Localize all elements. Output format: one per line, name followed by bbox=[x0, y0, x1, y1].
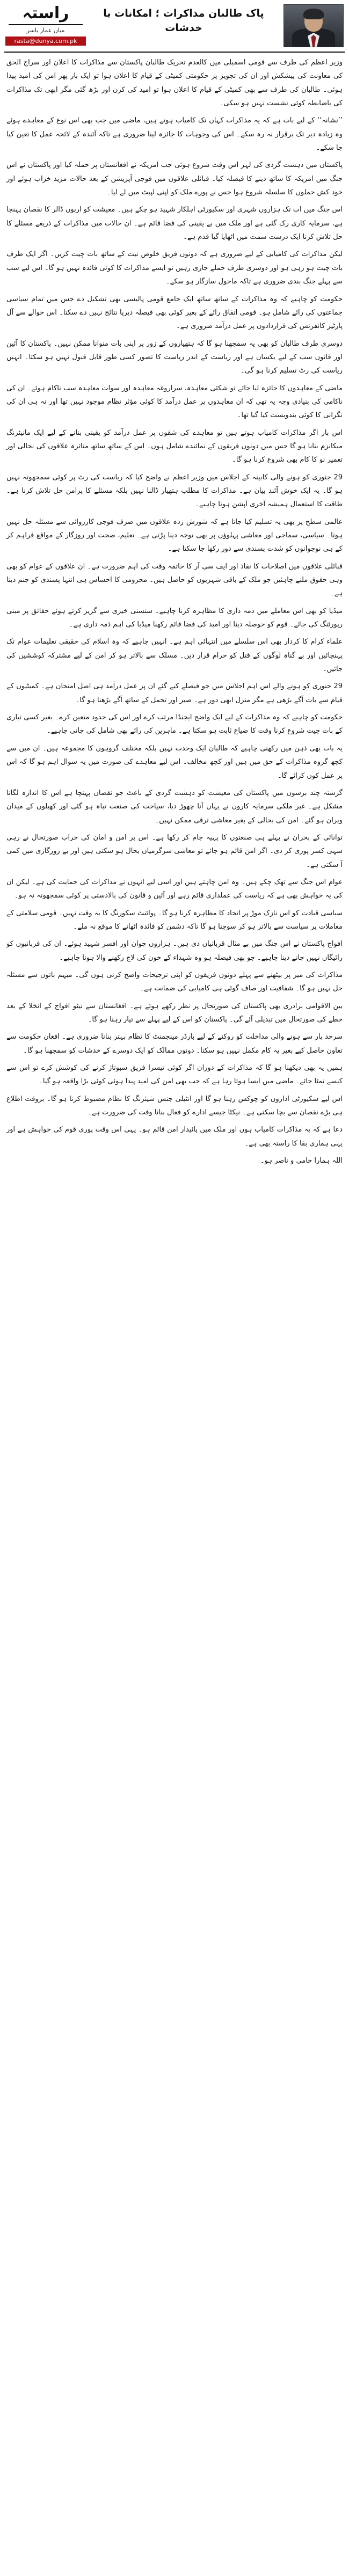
article-paragraph: لیکن مذاکرات کی کامیابی کے لیے ضروری ہے کہ دونوں فریق خلوص نیت کے ساتھ بات چیت کریں۔ اگر ایک طرف بات چیت ہو رہی ہو اور دوسری طرف حملے جاری رہیں تو ایسے مذاکرات کا کوئی فائدہ نہیں ہو گا۔ اس لیے سب سے پہلے جنگ بندی ضروری ہے تاکہ ماحول سازگار ہو سکے۔ bbox=[6, 250, 343, 286]
article-paragraph: عوام اس جنگ سے تھک چکے ہیں۔ وہ امن چاہتے ہیں اور اسی لیے انہوں نے مذاکرات کی حمایت کی ہے۔ لیکن ان کی یہ خواہش بھی ہے کہ ریاست کی عملداری قائم رہے اور آئین و قانون کی بالادستی پر کوئی سمجھوتہ نہ ہو۔ bbox=[6, 878, 343, 900]
article-paragraph: بین الاقوامی برادری بھی پاکستان کی صورتحال پر نظر رکھے ہوئے ہے۔ افغانستان سے نیٹو افواج کے انخلا کے بعد خطے کی صورتحال میں تبدیلی آئے گی۔ پاکستان کو اس کے لیے پہلے سے تیار رہنا ہو گا۔ bbox=[6, 1002, 343, 1024]
article-paragraph: دعا ہے کہ یہ مذاکرات کامیاب ہوں اور ملک میں پائیدار امن قائم ہو۔ یہی اس وقت پوری قوم کی خواہش ہے اور یہی ہماری بقا کا راستہ بھی ہے۔ bbox=[6, 1126, 343, 1148]
article-paragraph: حکومت کو چاہیے کہ وہ مذاکرات کے لیے ایک واضح ایجنڈا مرتب کرے اور اس کی حدود متعین کرے۔ بغیر کسی تیاری کے بات چیت شروع کرنا وقت کا ضیاع ثابت ہو سکتا ہے۔ ماہرین کی رائے بھی شامل کی جانی چاہیے۔ bbox=[6, 713, 343, 735]
column-title: راستہ bbox=[22, 4, 69, 23]
article-paragraph: ’’نشانہ‘‘ کے لیے بات ہے کہ یہ مذاکرات کہاں تک کامیاب ہوتے ہیں، ماضی میں جب بھی اس نوع کے معاہدے ہوئے وہ زیادہ دیر تک برقرار نہ رہ سکے۔ اس کی وجوہات کا جائزہ لینا ضروری ہے تاکہ آئندہ کے لائحہ عمل کا تعین کیا جا سکے۔ bbox=[6, 116, 343, 152]
article-paragraph: گزشتہ چند برسوں میں پاکستان کی معیشت کو دہشت گردی کے باعث جو نقصان پہنچا ہے اس کا اندازہ لگانا مشکل ہے۔ غیر ملکی سرمایہ کاروں نے یہاں آنا چھوڑ دیا، سیاحت کی صنعت تباہ ہو گئی اور کھیلوں کے میدان ویران ہو گئے۔ امن کی بحالی کے بغیر معاشی ترقی ممکن نہیں۔ bbox=[6, 789, 343, 824]
article-paragraph: 29 جنوری کو ہونے والے اس اہم اجلاس میں جو فیصلے کیے گئے ان پر عمل درآمد ہی اصل امتحان ہے۔ کمیٹیوں کے قیام سے بات آگے بڑھی ہے مگر منزل ابھی دور ہے۔ صبر اور تحمل کے ساتھ آگے بڑھنا ہو گا۔ bbox=[6, 682, 343, 704]
article-paragraph: اس بار اگر مذاکرات کامیاب ہوتے ہیں تو معاہدے کی شقوں پر عمل درآمد کو یقینی بنانے کے لیے ایک مانیٹرنگ میکانزم بنانا ہو گا جس میں دونوں فریقوں کے نمائندے شامل ہوں۔ اس کے ساتھ ساتھ متاثرہ علاقوں کی بحالی اور تعمیر نو کا کام بھی شروع کرنا ہو گا۔ bbox=[6, 428, 343, 464]
article-paragraph: میڈیا کو بھی اس معاملے میں ذمہ داری کا مظاہرہ کرنا چاہیے۔ سنسنی خیزی سے گریز کرتے ہوئے حقائق پر مبنی رپورٹنگ کی جائے۔ قوم کو حوصلہ دینا اور امید کی فضا قائم رکھنا میڈیا کی اہم ذمہ داری ہے۔ bbox=[6, 607, 343, 629]
article-paragraph: اس لیے سکیورٹی اداروں کو چوکس رہنا ہو گا اور انٹیلی جنس شیئرنگ کا نظام مضبوط کرنا ہو گا۔ بروقت اطلاع ہی بڑے نقصان سے بچا سکتی ہے۔ نیکٹا جیسے ادارے کو فعال بنانا وقت کی ضرورت ہے۔ bbox=[6, 1094, 343, 1117]
article-body bbox=[0, 53, 349, 1182]
article-paragraph: اس جنگ میں اب تک ہزاروں شہری اور سکیورٹی اہلکار شہید ہو چکے ہیں۔ معیشت کو اربوں ڈالر کا نقصان پہنچا ہے، سرمایہ کاری رک گئی ہے اور ملک میں بے یقینی کی فضا قائم ہے۔ ان حالات میں مذاکرات کے ذریعے مسئلے کا حل تلاش کرنا ایک درست سمت میں اٹھایا گیا قدم ہے۔ bbox=[6, 206, 343, 242]
article-paragraph: وزیر اعظم کی طرف سے قومی اسمبلی میں کالعدم تحریک طالبان پاکستان سے مذاکرات کا اعلان اور سراج الحق کی معاونت کی پیشکش اور ان کی تجویز پر حکومتی کمیٹی کے قیام کا اعلان ہوا تو ایک بار پھر امن کی امید پیدا ہوئی۔ طالبان کی طرف سے بھی کمیٹی کے قیام کا اعلان ہوا تو امید کی کرن اور بڑھ گئی مگر ابھی تک مذاکرات کی باضابطہ کوئی نشست نہیں ہو سکی۔ bbox=[6, 59, 343, 108]
portrait-hair bbox=[303, 9, 324, 19]
article-paragraph: عالمی سطح پر بھی یہ تسلیم کیا جاتا ہے کہ شورش زدہ علاقوں میں صرف فوجی کارروائی سے مسئلہ حل نہیں ہوتا۔ سیاسی، سماجی اور معاشی پہلوؤں پر بھی توجہ دینا پڑتی ہے۔ تعلیم، صحت اور روزگار کے مواقع فراہم کر کے ہی نوجوانوں کو شدت پسندی سے دور رکھا جا سکتا ہے۔ bbox=[6, 517, 343, 553]
article-paragraph: پاکستان میں دہشت گردی کی لہر اس وقت شروع ہوئی جب امریکہ نے افغانستان پر حملہ کیا اور پاکستان نے اس جنگ میں امریکہ کا ساتھ دینے کا فیصلہ کیا۔ قبائلی علاقوں میں فوجی آپریشن کے بعد حالات مزید خراب ہوئے اور خود کش حملوں کا سلسلہ شروع ہوا جس نے پورے ملک کو اپنی لپیٹ میں لے لیا۔ bbox=[6, 161, 343, 197]
masthead bbox=[0, 0, 349, 49]
brand-divider bbox=[9, 24, 83, 25]
article-paragraph: ہمیں یہ بھی دیکھنا ہو گا کہ مذاکرات کے دوران اگر کوئی تیسرا فریق سبوتاژ کرنے کی کوشش کرے تو اس سے کیسے نمٹا جائے۔ ماضی میں ایسا ہوتا رہا ہے کہ جب بھی امن کی امید پیدا ہوئی کوئی بڑا واقعہ ہو گیا۔ bbox=[6, 1064, 343, 1086]
article-paragraph: یہ بات بھی ذہن میں رکھنی چاہیے کہ طالبان ایک وحدت نہیں بلکہ مختلف گروہوں کا مجموعہ ہیں۔ ان میں سے کچھ گروہ مذاکرات کے حق میں ہیں اور کچھ مخالف۔ اس لیے معاہدے کی صورت میں یہ سوال اہم ہو گا کہ اس پر عمل کون کرائے گا۔ bbox=[6, 744, 343, 780]
brand-block bbox=[5, 4, 86, 46]
article-paragraph: حکومت کو چاہیے کہ وہ مذاکرات کے ساتھ ساتھ ایک جامع قومی پالیسی بھی تشکیل دے جس میں تمام سیاسی جماعتوں کی رائے شامل ہو۔ قومی اتفاق رائے کے بغیر کوئی بھی فیصلہ دیرپا نتائج نہیں دے سکتا۔ اس حوالے سے آل پارٹیز کانفرنس کی قراردادوں پر عمل درآمد ضروری ہے۔ bbox=[6, 295, 343, 331]
article-headline: پاک طالبان مذاکرات ؛ امکانات یا خدشات bbox=[103, 8, 264, 34]
article-paragraph: علماء کرام کا کردار بھی اس سلسلے میں انتہائی اہم ہے۔ انہیں چاہیے کہ وہ اسلام کی حقیقی تعلیمات عوام تک پہنچائیں اور بے گناہ لوگوں کے قتل کو حرام قرار دیں۔ مسلک سے بالاتر ہو کر امن کے لیے مشترکہ کوششیں کی جائیں۔ bbox=[6, 638, 343, 674]
article-paragraph: اللہ ہمارا حامی و ناصر ہو۔ bbox=[260, 1157, 343, 1165]
article-paragraph: توانائی کے بحران نے پہلے ہی صنعتوں کا پہیہ جام کر رکھا ہے۔ اس پر امن و امان کی خراب صورتحال نے رہی سہی کسر پوری کر دی۔ اگر امن قائم ہو جائے تو معاشی سرگرمیاں بحال ہو سکتی ہیں اور بے روزگاری میں کمی آ سکتی ہے۔ bbox=[6, 833, 343, 869]
article-paragraph: سرحد پار سے ہونے والی مداخلت کو روکنے کے لیے بارڈر مینجمنٹ کا نظام بہتر بنانا ضروری ہے۔ افغان حکومت سے تعاون حاصل کیے بغیر یہ کام مکمل نہیں ہو سکتا۔ دونوں ممالک کو ایک دوسرے کے خدشات کو سمجھنا ہو گا۔ bbox=[6, 1033, 343, 1055]
article-paragraph: سیاسی قیادت کو اس نازک موڑ پر اتحاد کا مظاہرہ کرنا ہو گا۔ پوائنٹ سکورنگ کا یہ وقت نہیں۔ قومی سلامتی کے معاملات پر سیاست سے بالاتر ہو کر سوچنا ہو گا تاکہ دشمن کو فائدہ اٹھانے کا موقع نہ ملے۔ bbox=[6, 909, 343, 931]
article-paragraph: مذاکرات کی میز پر بیٹھنے سے پہلے دونوں فریقوں کو اپنی ترجیحات واضح کرنی ہوں گی۔ مبہم باتوں سے مسئلہ حل نہیں ہو گا۔ شفافیت اور صاف گوئی ہی کامیابی کی ضمانت ہے۔ bbox=[6, 970, 343, 993]
author-name: میاں عمار یاسر bbox=[26, 26, 65, 34]
article-paragraph: 29 جنوری کو ہونے والی کابینہ کے اجلاس میں وزیر اعظم نے واضح کیا کہ ریاست کی رٹ پر کوئی سمجھوتہ نہیں ہو گا۔ یہ ایک خوش آئند بیان ہے۔ مذاکرات کا مطلب ہتھیار ڈالنا نہیں بلکہ مسئلے کا پرامن حل تلاش کرنا ہے۔ طاقت کا استعمال ہمیشہ آخری آپشن ہونا چاہیے۔ bbox=[6, 473, 343, 509]
article-paragraph: قبائلی علاقوں میں اصلاحات کا نفاذ اور ایف سی آر کا خاتمہ وقت کی اہم ضرورت ہے۔ ان علاقوں کے عوام کو بھی وہی حقوق ملنے چاہئیں جو ملک کے باقی شہریوں کو حاصل ہیں۔ محرومی کا احساس ہی انتہا پسندی کو جنم دیتا ہے۔ bbox=[6, 562, 343, 598]
columnist-portrait bbox=[283, 4, 344, 47]
article-paragraph: ماضی کے معاہدوں کا جائزہ لیا جائے تو شکئی معاہدہ، سراروغہ معاہدہ اور سوات معاہدہ سب ناکام ہوئے۔ ان کی ناکامی کی بنیادی وجہ یہ تھی کہ ان معاہدوں پر عمل درآمد کا کوئی مؤثر نظام موجود نہیں تھا اور نہ ہی ان کی نگرانی کا کوئی بندوبست کیا گیا تھا۔ bbox=[6, 384, 343, 420]
article-paragraph: افواج پاکستان نے اس جنگ میں بے مثال قربانیاں دی ہیں۔ ہزاروں جوان اور افسر شہید ہوئے۔ ان کی قربانیوں کو رائیگاں نہیں جانے دینا چاہیے۔ جو بھی فیصلہ ہو وہ شہداء کے خون کی لاج رکھنے والا ہونا چاہیے۔ bbox=[6, 940, 343, 962]
article-paragraph: دوسری طرف طالبان کو بھی یہ سمجھنا ہو گا کہ ہتھیاروں کے زور پر اپنی بات منوانا ممکن نہیں۔ پاکستان کا آئین اور قانون سب کے لیے یکساں ہے اور ریاست کے اندر ریاست کا تصور کسی طور قابل قبول نہیں ہو سکتا۔ انہیں ریاست کی رٹ تسلیم کرنا ہو گی۔ bbox=[6, 339, 343, 375]
contact-email[interactable]: rasta@dunya.com.pk bbox=[5, 37, 86, 46]
headline-block bbox=[86, 4, 281, 35]
